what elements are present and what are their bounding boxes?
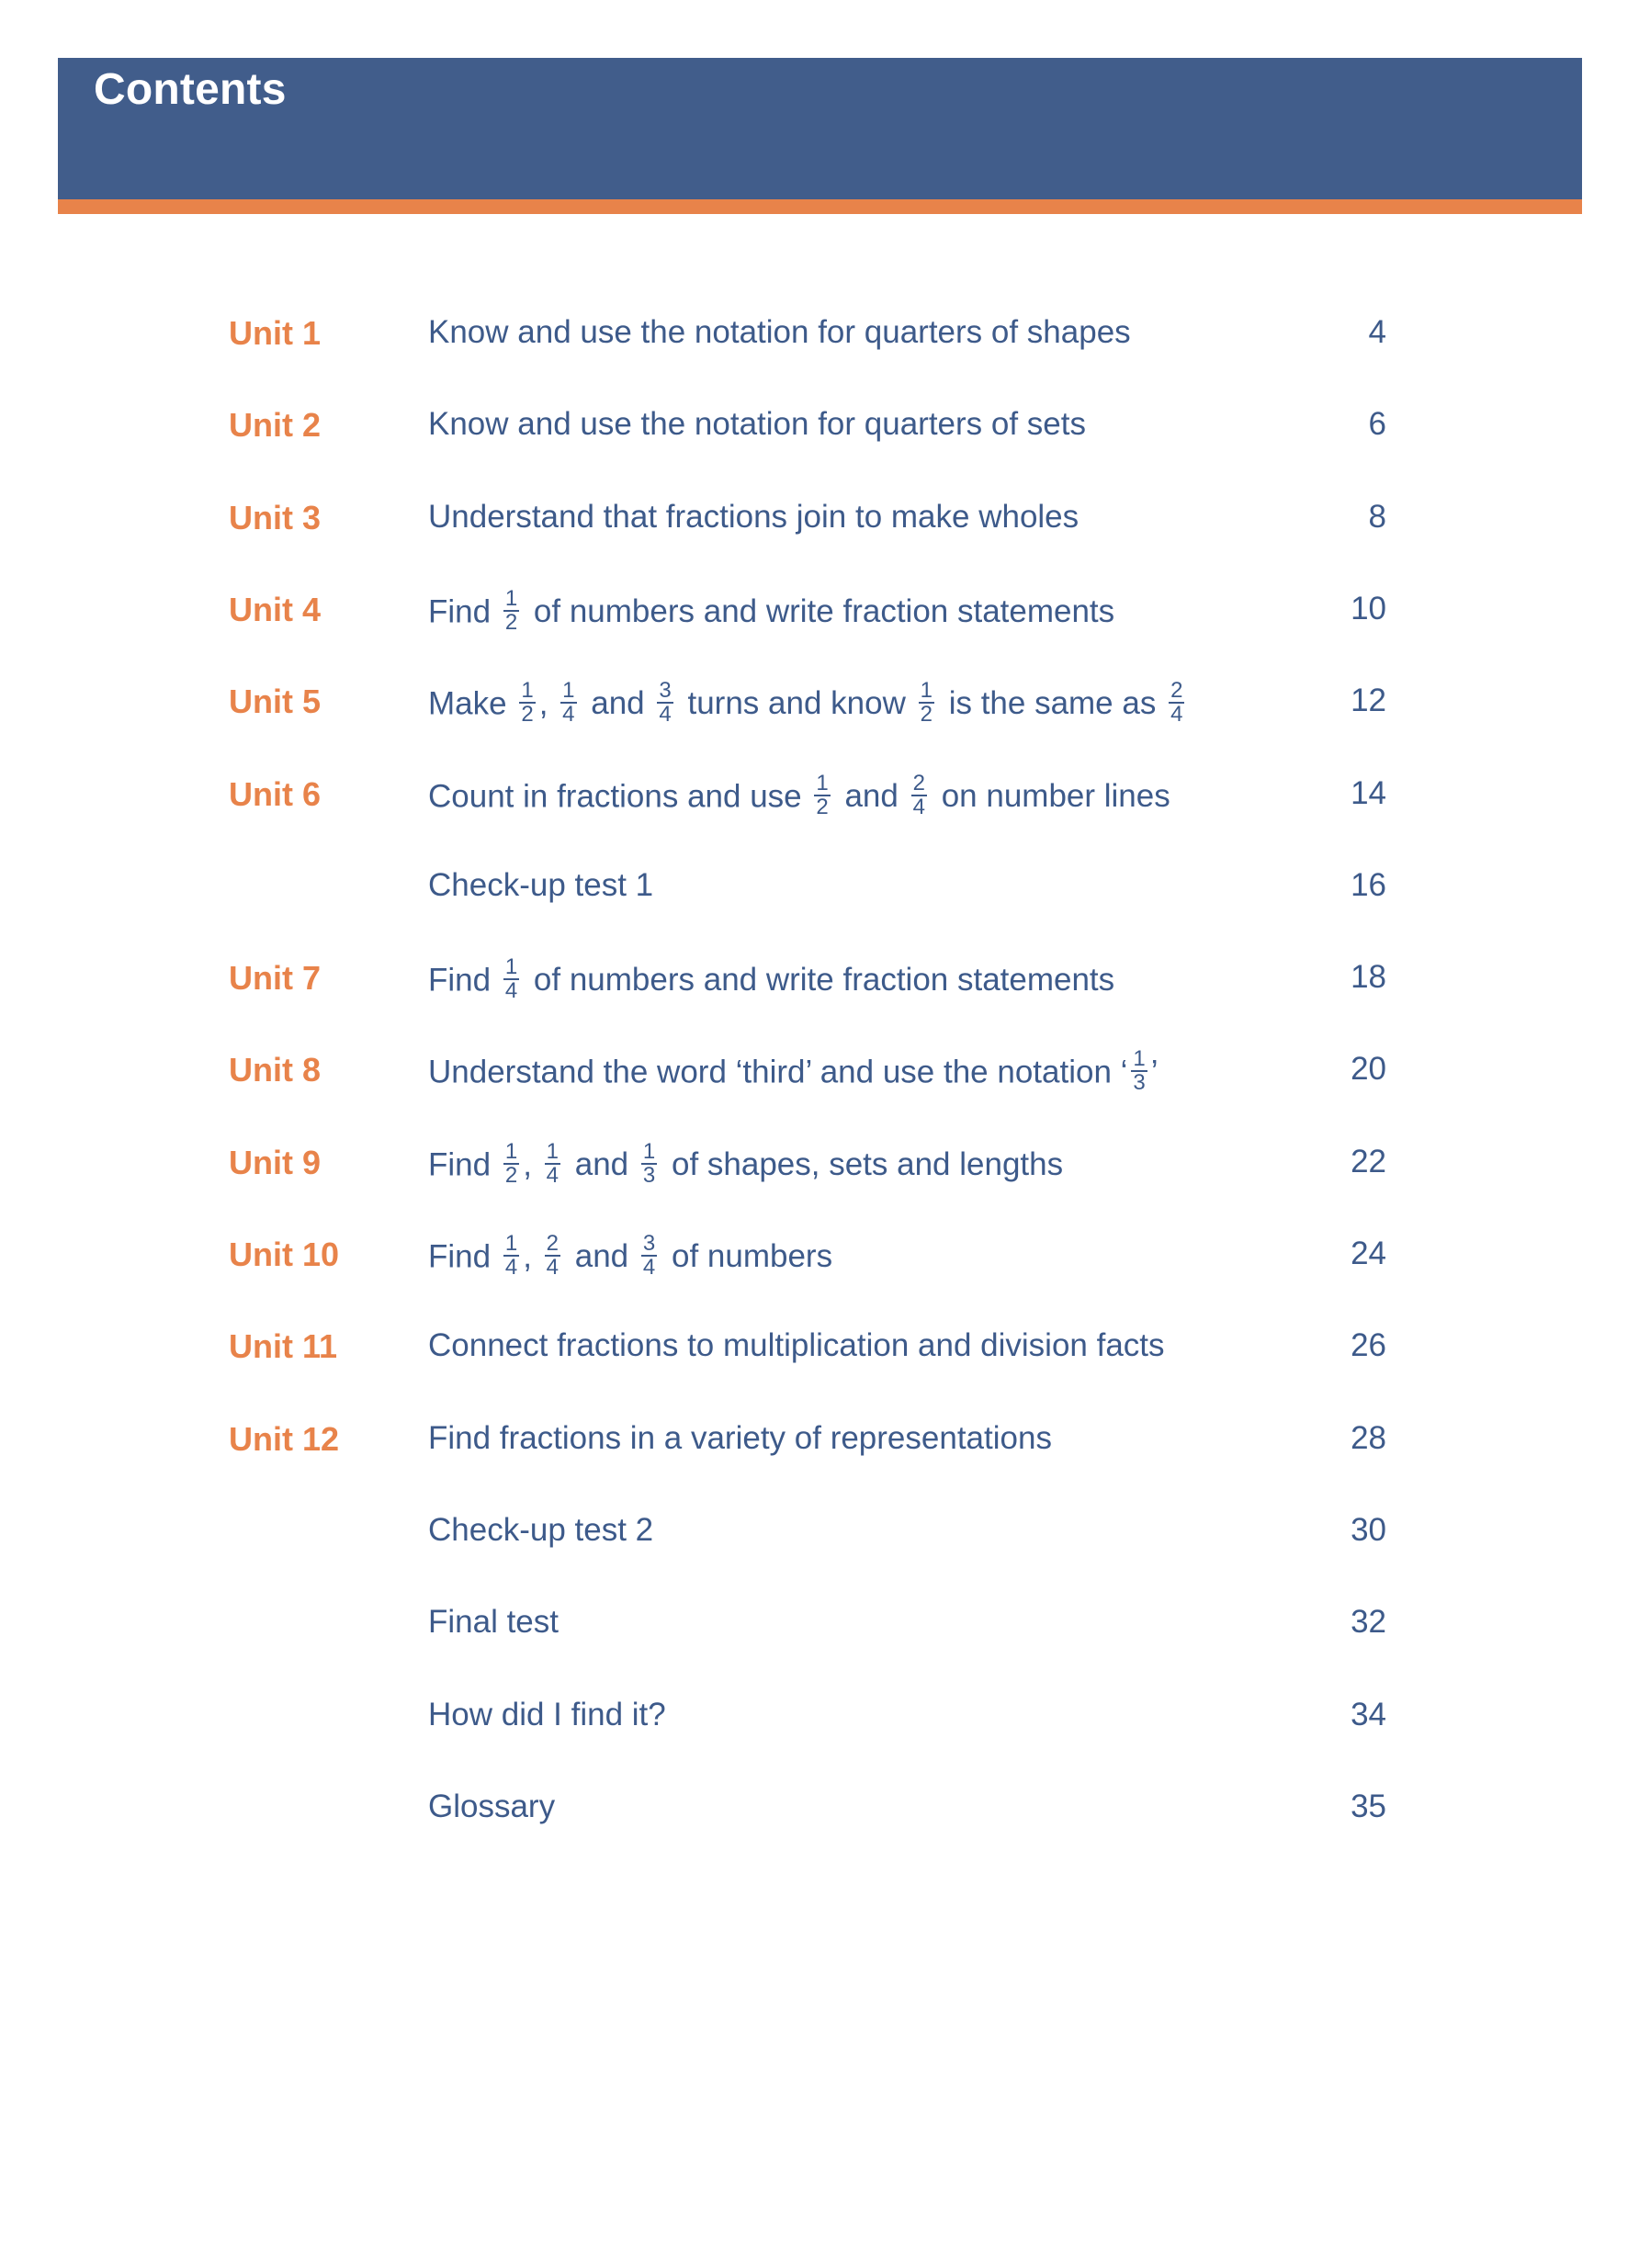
unit-label: Unit 3 (229, 499, 322, 536)
toc-row[interactable] (0, 1224, 1639, 1280)
page-number: 34 (1351, 1697, 1386, 1732)
fraction-numerator: 1 (504, 586, 518, 611)
fraction-denominator: 4 (546, 1163, 560, 1188)
title-text: Final test (428, 1604, 559, 1640)
page-number: 30 (1351, 1512, 1386, 1548)
fraction-denominator: 4 (659, 702, 672, 727)
entry-title (428, 586, 1115, 637)
page-number: 28 (1351, 1420, 1386, 1456)
title-text: Connect fractions to multiplication and division facts (428, 1327, 1165, 1363)
title-text: Find (428, 962, 492, 999)
title-text: , (523, 1238, 532, 1275)
entry-title (428, 1788, 555, 1825)
toc-row[interactable] (0, 1501, 1639, 1556)
title-text: Check-up test 2 (428, 1512, 654, 1548)
title-text: Find (428, 593, 492, 630)
title-text: , (538, 685, 548, 722)
title-text: Know and use the notation for quarters of sets (428, 406, 1086, 442)
fraction-numerator: 1 (642, 1139, 656, 1164)
toc-row[interactable] (0, 395, 1639, 450)
page-number: 8 (1368, 499, 1386, 535)
unit-label: Unit 8 (229, 1051, 322, 1089)
toc-row[interactable] (0, 1316, 1639, 1371)
fraction-denominator: 3 (642, 1163, 656, 1188)
title-text: Know and use the notation for quarters of shapes (428, 314, 1131, 350)
fraction-denominator: 2 (504, 1163, 518, 1188)
unit-label: Unit 6 (229, 775, 322, 813)
fraction-denominator: 4 (504, 1255, 518, 1280)
entry-title (428, 678, 1188, 728)
entry-title (428, 1327, 1165, 1364)
title-text: is the same as (948, 685, 1157, 722)
page-number: 4 (1368, 314, 1386, 350)
title-text: and (591, 685, 645, 722)
entry-title (428, 1512, 653, 1549)
title-text: of shapes, sets and lengths (671, 1146, 1064, 1183)
fraction-numerator: 1 (521, 678, 534, 703)
title-text: and (844, 778, 899, 815)
toc-row[interactable] (0, 303, 1639, 358)
entry-title (428, 1231, 833, 1281)
entry-title (428, 1604, 559, 1641)
entry-title (428, 771, 1170, 821)
fraction (919, 680, 934, 726)
toc-row[interactable] (0, 856, 1639, 911)
title-text: Understand that fractions join to make wholes (428, 499, 1079, 535)
page-number: 35 (1351, 1788, 1386, 1824)
title-text: ’ (1150, 1054, 1159, 1090)
toc-row[interactable] (0, 488, 1639, 543)
fraction-numerator: 1 (504, 1231, 518, 1256)
fraction-denominator: 2 (920, 702, 933, 727)
fraction (519, 680, 535, 726)
title-text: on number lines (941, 778, 1170, 815)
unit-label: Unit 7 (229, 959, 322, 997)
title-text: , (523, 1146, 532, 1183)
entry-title (428, 1139, 1064, 1190)
fraction (1169, 680, 1184, 726)
unit-label: Unit 11 (229, 1327, 338, 1365)
title-text: Glossary (428, 1788, 556, 1824)
toc-row[interactable] (0, 764, 1639, 819)
toc-row[interactable] (0, 1686, 1639, 1741)
fraction (503, 956, 519, 1002)
title-text: Find fractions in a variety of representations (428, 1420, 1052, 1456)
fraction-denominator: 4 (642, 1255, 656, 1280)
title-text: and (574, 1146, 629, 1183)
title-text: Make (428, 685, 507, 722)
entry-title (428, 867, 653, 904)
entry-title (428, 1697, 666, 1733)
title-text: Find (428, 1146, 492, 1183)
fraction (1131, 1048, 1147, 1094)
page-number: 24 (1351, 1236, 1386, 1271)
toc-row[interactable] (0, 1133, 1639, 1188)
fraction (545, 1233, 560, 1279)
title-text: How did I find it? (428, 1697, 666, 1732)
fraction (641, 1141, 657, 1187)
page-number: 10 (1351, 591, 1386, 626)
toc-row[interactable] (0, 1409, 1639, 1464)
entry-title (428, 499, 1079, 536)
fraction-denominator: 4 (1170, 702, 1183, 727)
unit-label: Unit 10 (229, 1236, 340, 1273)
title-text: Find (428, 1238, 492, 1275)
fraction-numerator: 1 (504, 1139, 518, 1164)
page-title: Contents (94, 65, 287, 114)
fraction-numerator: 1 (920, 678, 933, 703)
fraction (560, 680, 576, 726)
toc-row[interactable] (0, 1777, 1639, 1833)
toc-row[interactable] (0, 580, 1639, 635)
unit-label: Unit 5 (229, 683, 322, 720)
fraction-denominator: 2 (521, 702, 534, 727)
fraction-numerator: 2 (1170, 678, 1183, 703)
fraction-numerator: 1 (562, 678, 575, 703)
fraction-numerator: 3 (659, 678, 672, 703)
title-text: Count in fractions and use (428, 778, 802, 815)
entry-title (428, 314, 1131, 351)
fraction (657, 680, 673, 726)
page-number: 12 (1351, 683, 1386, 718)
toc-row[interactable] (0, 1040, 1639, 1095)
fraction (503, 1233, 519, 1279)
fraction-denominator: 4 (562, 702, 575, 727)
fraction-denominator: 4 (912, 795, 925, 819)
fraction-numerator: 1 (1133, 1046, 1146, 1071)
title-text: Understand the word ‘third’ and use the notation ‘ (428, 1054, 1128, 1090)
page-number: 6 (1368, 406, 1386, 442)
toc-row[interactable] (0, 671, 1639, 727)
title-text: of numbers (671, 1238, 833, 1275)
fraction-numerator: 2 (546, 1231, 560, 1256)
page-number: 32 (1351, 1604, 1386, 1640)
unit-label: Unit 9 (229, 1144, 322, 1181)
fraction-denominator: 2 (816, 795, 829, 819)
toc-row[interactable] (0, 948, 1639, 1003)
entry-title (428, 1420, 1052, 1457)
fraction-denominator: 2 (504, 610, 518, 635)
page-number: 20 (1351, 1051, 1386, 1087)
page-number: 16 (1351, 867, 1386, 903)
unit-label: Unit 1 (229, 314, 322, 352)
fraction-denominator: 4 (504, 978, 518, 1003)
fraction (503, 588, 519, 634)
fraction (503, 1141, 519, 1187)
page-number: 14 (1351, 775, 1386, 811)
fraction-denominator: 3 (1133, 1070, 1146, 1095)
page-number: 18 (1351, 959, 1386, 995)
toc-row[interactable] (0, 1593, 1639, 1648)
page-number: 26 (1351, 1327, 1386, 1363)
entry-title (428, 406, 1086, 443)
title-text: turns and know (687, 685, 906, 722)
title-text: and (574, 1238, 629, 1275)
unit-label: Unit 12 (229, 1420, 340, 1458)
fraction (911, 773, 927, 818)
fraction-numerator: 1 (816, 771, 829, 795)
entry-title (428, 954, 1115, 1005)
title-text: of numbers and write fraction statements (533, 593, 1115, 630)
unit-label: Unit 2 (229, 406, 322, 444)
fraction-numerator: 1 (504, 954, 518, 979)
fraction-denominator: 4 (546, 1255, 560, 1280)
page-number: 22 (1351, 1144, 1386, 1179)
fraction-numerator: 1 (546, 1139, 560, 1164)
title-text: of numbers and write fraction statements (533, 962, 1115, 999)
fraction-numerator: 2 (912, 771, 925, 795)
fraction (545, 1141, 560, 1187)
title-text: Check-up test 1 (428, 867, 654, 903)
entry-title (428, 1046, 1159, 1097)
fraction (814, 773, 830, 818)
fraction (641, 1233, 657, 1279)
fraction-numerator: 3 (642, 1231, 656, 1256)
unit-label: Unit 4 (229, 591, 322, 628)
